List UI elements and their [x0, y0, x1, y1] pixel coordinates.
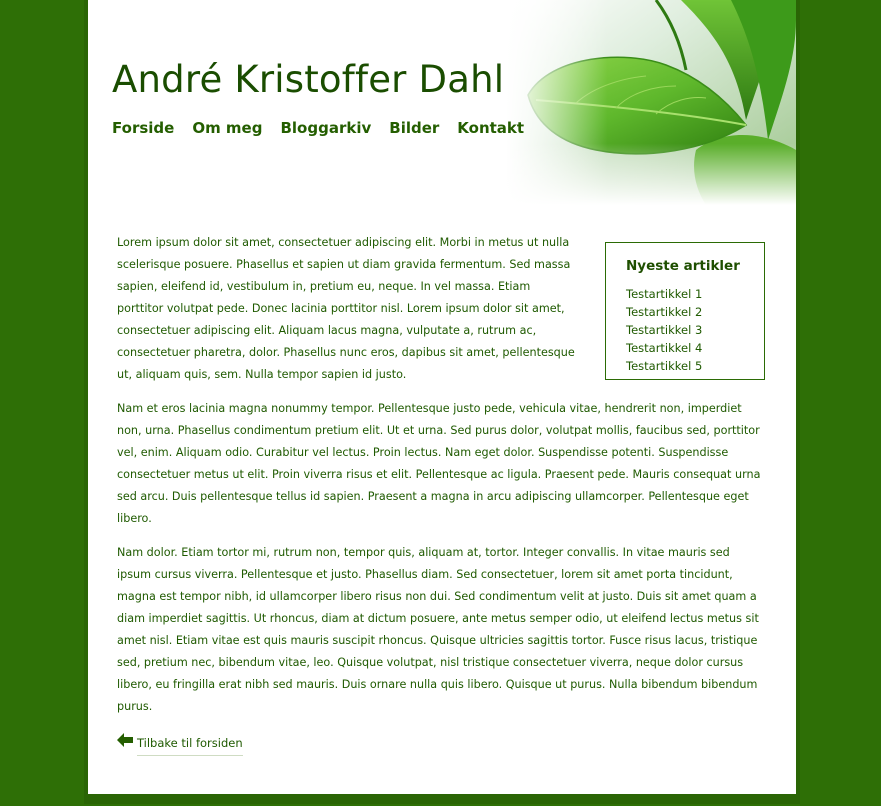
paragraph-1: Lorem ipsum dolor sit amet, consectetuer adipiscing elit. Morbi in metus ut nulla scelerisque posuere. Phasellus et sapien ut diam gravida fermentum. Sed massa sapien, eleifend id, vestibulum in, pretium eu, neque. In vel massa. Etiam porttitor volutpat pede. Donec lacinia porttitor nisl. Lorem ipsum dolor sit amet, consectetuer adipiscing elit. Aliquam lacus magna, vulputate a, rutrum ac, consectetuer pharetra, dolor. Phasellus nunc eros, dapibus sit amet, pellentesque ut, aliquam quis, sem. Nulla tempor sapien id justo. [117, 236, 575, 381]
nav-om-meg[interactable]: Om meg [192, 119, 263, 137]
article-list [626, 285, 746, 375]
article-link-2[interactable]: Testartikkel 2 [626, 305, 703, 319]
paragraph-3: Nam dolor. Etiam tortor mi, rutrum non, tempor quis, aliquam at, tortor. Integer convallis. In vitae mauris sed ipsum cursus viverra. Pellentesque et justo. Phasellus diam. Sed consectetuer, lorem sit amet porta tincidunt, magna est tempor nibh, id ullamcorper libero risus non dui. Sed condimentum velit at justo. Duis sit amet quam a diam imperdiet sagittis. Ut rhoncus, diam at dictum posuere, ante metus semper odio, ut eleifend lectus metus sit amet nisl. Etiam vitae est quis mauris suscipit rhoncus. Quisque ultricies sagittis tortor. Fusce risus lacus, tristique sed, pretium nec, bibendum vitae, leo. Quisque volutpat, nisl tristique consectetuer viverra, neque dolor cursus libero, eu fringilla erat nibh sed mauris. Duis ornare nulla quis libero. Quisque ut purus. Nulla bibendum bibendum purus. [117, 546, 759, 713]
back-link-label: Tilbake til forsiden [137, 732, 243, 756]
page-container [88, 0, 796, 800]
article-link-1[interactable]: Testartikkel 1 [626, 287, 703, 301]
nav-bilder[interactable]: Bilder [389, 119, 440, 137]
sidebar-title: Nyeste artikler [626, 258, 740, 274]
header-leaf-image [506, 0, 796, 205]
main-nav [112, 119, 524, 137]
back-to-home-link[interactable] [117, 732, 243, 756]
latest-articles-box [605, 242, 765, 380]
nav-forside[interactable]: Forside [112, 119, 175, 137]
nav-bloggarkiv[interactable]: Bloggarkiv [280, 119, 372, 137]
site-title: André Kristoffer Dahl [112, 58, 505, 101]
main-content [117, 232, 765, 756]
paragraph-2: Nam et eros lacinia magna nonummy tempor. Pellentesque justo pede, vehicula vitae, hendrerit non, imperdiet non, urna. Phasellus condimentum pretium elit. Ut et urna. Sed purus dolor, volutpat mollis, faucibus sed, porttitor vel, enim. Aliquam odio. Curabitur vel lectus. Proin lectus. Nam eget dolor. Suspendisse potenti. Suspendisse consectetuer metus ut elit. Proin viverra risus et elit. Pellentesque ac ligula. Praesent pede. Mauris consequat urna sed arcu. Duis pellentesque tellus id sapien. Praesent a magna in arcu adipiscing ullamcorper. Pellentesque eget libero. [117, 402, 761, 525]
article-link-3[interactable]: Testartikkel 3 [626, 323, 703, 337]
article-link-5[interactable]: Testartikkel 5 [626, 359, 703, 373]
arrow-left-icon [117, 733, 133, 755]
nav-kontakt[interactable]: Kontakt [457, 119, 525, 137]
article-link-4[interactable]: Testartikkel 4 [626, 341, 703, 355]
